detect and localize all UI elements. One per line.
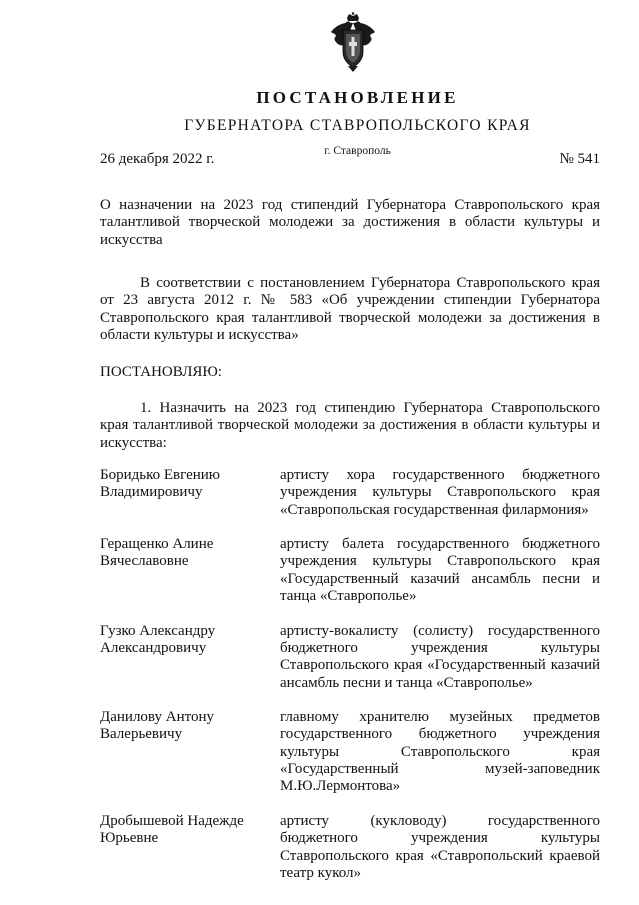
- document-date: 26 декабря 2022 г.: [100, 151, 215, 167]
- recipient-name: [100, 623, 280, 692]
- recipient-name-line: Геращенко Алине: [100, 536, 214, 553]
- recipient-name-line: Боридько Евгению: [100, 467, 221, 483]
- recipient-role: главному хранителю музейных предметов государственного бюджетного учреждения культуры Ставропольского края «Государственный музей-заповедник М.Ю.Лермонтова»: [280, 709, 600, 795]
- preamble-paragraph: В соответствии с постановлением Губернатора Ставропольского края от 23 августа 2012 г. № 583 «Об учреждении стипендии Губернатора Ставропольского края талантливой творческой молодежи за достижения в области культуры и искусства»: [100, 275, 600, 343]
- recipient-name: [100, 536, 280, 605]
- issuer-title: ГУБЕРНАТОРА СТАВРОПОЛЬСКОГО КРАЯ: [184, 117, 531, 134]
- city-label: г. Ставрополь: [324, 145, 391, 157]
- document-subject: О назначении на 2023 год стипендий Губернатора Ставропольского края талантливой творческой молодежи за достижения в области культуры и искусства: [100, 197, 600, 248]
- recipient-row: [100, 709, 600, 795]
- recipient-name-line: Юрьевне: [100, 830, 159, 847]
- item-1-paragraph: 1. Назначить на 2023 год стипендию Губернатора Ставропольского края талантливой творческой молодежи за достижения в области культуры и искусства:: [100, 400, 600, 451]
- recipient-name: [100, 709, 280, 795]
- coat-of-arms-icon: [328, 12, 378, 72]
- recipient-name-line: Гузко Александру: [100, 622, 216, 639]
- recipient-name-line: Александровичу: [100, 639, 207, 656]
- recipient-role: артисту-вокалисту (солисту) государственного бюджетного учреждения культуры Ставропольского края «Государственный казачий ансамбль песни и танца «Ставрополье»: [280, 622, 600, 691]
- recipient-row: [100, 467, 600, 519]
- recipients-list: [100, 467, 600, 899]
- recipient-row: [100, 536, 600, 605]
- recipient-row: [100, 813, 600, 882]
- recipient-role: артисту (кукловоду) государственного бюджетного учреждения культуры Ставропольского края «Ставропольский краевой театр кукол»: [280, 812, 600, 881]
- recipient-name: [100, 467, 280, 519]
- recipient-row: [100, 623, 600, 692]
- document-number: № 541: [559, 151, 600, 167]
- recipient-name-line: Данилову Антону: [100, 709, 214, 726]
- resolve-heading: ПОСТАНОВЛЯЮ:: [100, 364, 222, 380]
- recipient-name-line: Дробышевой Надежде: [100, 812, 244, 829]
- recipient-role: артисту хора государственного бюджетного учреждения культуры Ставропольского края «Ставропольская государственная филармония»: [280, 467, 600, 518]
- document-type-title: ПОСТАНОВЛЕНИЕ: [256, 88, 459, 107]
- recipient-name-line: Владимировичу: [100, 484, 203, 501]
- recipient-name-line: Вячеславовне: [100, 553, 189, 570]
- recipient-name: [100, 813, 280, 882]
- recipient-name-line: Валерьевичу: [100, 726, 183, 743]
- recipient-role: артисту балета государственного бюджетного учреждения культуры Ставропольского края «Государственный казачий ансамбль песни и танца «Ставрополье»: [280, 536, 600, 605]
